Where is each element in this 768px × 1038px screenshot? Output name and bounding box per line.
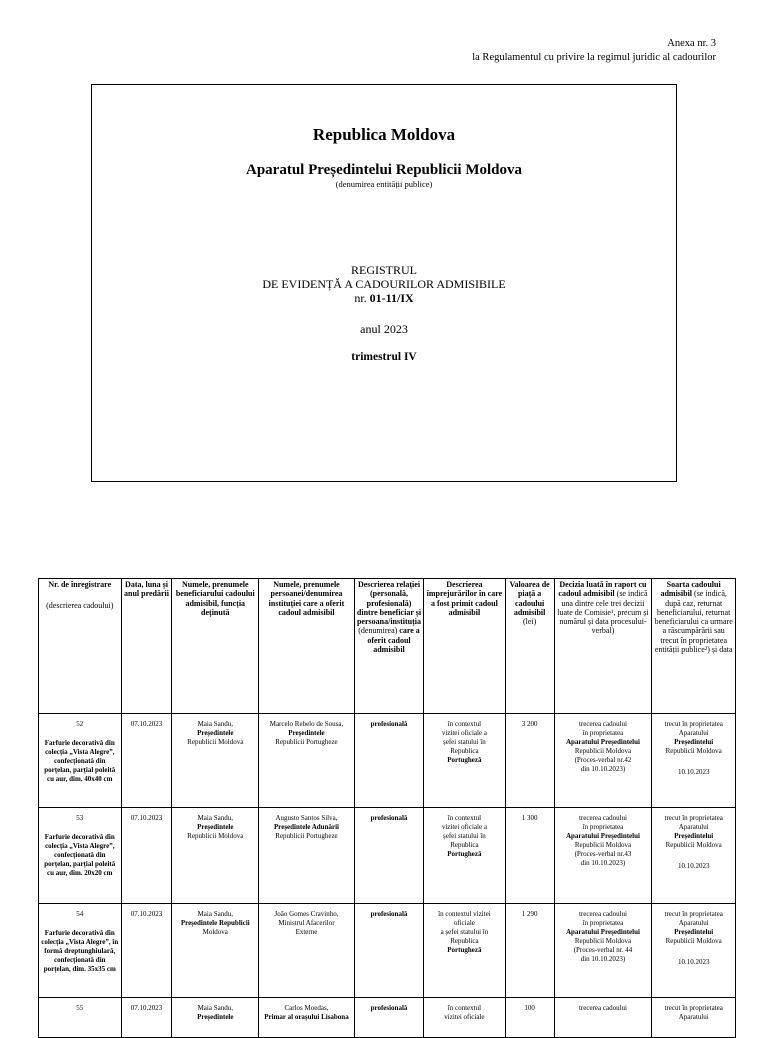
cell-beneficiary: Maia Sandu, Președintele Republicii Moldova [172,904,259,998]
cell-date: 07.10.2023 [121,904,172,998]
cell-relation: profesională [354,808,423,904]
cell-fate: trecut în proprietatea Aparatului Președintelui Republicii Moldova 10.10.2023 [652,904,736,998]
header-giver: Numele, prenumele persoanei/denumirea instituției care a oferit cadoul admisibil [259,579,355,714]
header-nr: Nr. de înregistrare (descrierea cadoului) [39,579,122,714]
annex-number: Anexa nr. 3 [667,38,716,49]
header-relation: Descrierea relației (personală, profesională) dintre beneficiar și persoana/instituția (denumirea) care a oferit cadoul admisibil [354,579,423,714]
gift-description: Farfurie decorativă din colecția „Vista Alegre”, în formă dreptunghiulară, confecționată din porțelan, dim. 35x35 cm [41,929,119,973]
title-box [91,84,677,482]
cell-date: 07.10.2023 [121,808,172,904]
register-line-2: DE EVIDENȚĂ A CADOURILOR ADMISIBILE [262,277,506,291]
cell-circumstances: în contextul vizitei oficiale a șefei statului în Republica Portugheză [424,714,506,808]
country-title: Republica Moldova [312,125,456,144]
cell-giver: Carlos Moedas, Primar al orașului Lisabona [259,998,355,1038]
table-row [39,808,736,904]
table-row [39,714,736,808]
table-row [39,998,736,1038]
cell-circumstances: în contextul vizitei oficiale a șefei statului în Republica Portugheză [424,904,506,998]
cell-nr: 53 Farfurie decorativă din colecția „Vista Alegre”, confecționată din porțelan, parțial poleită cu aur, dim. 20x20 cm [39,808,122,904]
register-nr-prefix: nr. [354,291,370,305]
gift-description: Farfurie decorativă din colecția „Vista Alegre”, confecționată din porțelan, parțial poleită cu aur, dim. 20x20 cm [44,833,116,877]
table-row [39,904,736,998]
cell-decision: trecerea cadoului în proprietatea Aparatului Președintelui Republicii Moldova (Proces-verbal nr.43 din 10.10.2023) [554,808,652,904]
cell-fate: trecut în proprietatea Aparatului [652,998,736,1038]
cell-nr: 54 Farfurie decorativă din colecția „Vista Alegre”, în formă dreptunghiulară, confecționată din porțelan, dim. 35x35 cm [39,904,122,998]
cell-giver: Augusto Santos Silva, Președintele Adunării Republicii Portugheze [259,808,355,904]
cell-fate: trecut în proprietatea Aparatului Președintelui Republicii Moldova 10.10.2023 [652,714,736,808]
cell-value: 1 300 [505,808,554,904]
register-title [92,263,676,305]
register-nr-value: 01-11/IX [369,291,414,305]
cell-value: 1 290 [505,904,554,998]
cell-nr: 55 [39,998,122,1038]
gifts-register-table [38,578,736,1038]
cell-giver: Marcelo Rebelo de Sousa, Președintele Republicii Portugheze [259,714,355,808]
header-value: Valoarea de piață a cadoului admisibil (lei) [505,579,554,714]
header-date: Data, luna și anul predării [121,579,172,714]
annex-regulation: la Regulamentul cu privire la regimul juridic al cadourilor [472,52,716,63]
cell-relation: profesională [354,714,423,808]
cell-fate: trecut în proprietatea Aparatului Președintelui Republicii Moldova 10.10.2023 [652,808,736,904]
cell-date: 07.10.2023 [121,714,172,808]
cell-date: 07.10.2023 [121,998,172,1038]
header-decision: Decizia luată în raport cu cadoul admisibil (se indică una dintre cele trei decizii luate de Comisie¹, precum și numărul și data procesului-verbal) [554,579,652,714]
cell-decision: trecerea cadoului în proprietatea Aparatului Președintelui Republicii Moldova (Proces-verbal nr. 44 din 10.10.2023) [554,904,652,998]
cell-nr: 52 Farfurie decorativă din colecția „Vista Alegre”, confecționată din porțelan, parțial poleită cu aur, dim. 40x40 cm [39,714,122,808]
cell-decision: trecerea cadoului în proprietatea Aparatului Președintelui Republicii Moldova (Proces-verbal nr.42 din 10.10.2023) [554,714,652,808]
register-line-1: REGISTRUL [351,263,417,277]
cell-relation: profesională [354,998,423,1038]
gift-description: Farfurie decorativă din colecția „Vista Alegre”, confecționată din porțelan, parțial poleită cu aur, dim. 40x40 cm [44,739,116,783]
register-number [92,291,676,305]
header-fate: Soarta cadoului admisibil (se indică, după caz, returnat beneficiarului, returnat beneficiarului ca urmare a răscumpărării sau trecut în proprietatea entității publice²) și data [652,579,736,714]
cell-relation: profesională [354,904,423,998]
cell-circumstances: în contextul vizitei oficiale a șefei statului în Republica Portugheză [424,808,506,904]
cell-circumstances: în contextul vizitei oficiale [424,998,506,1038]
cell-value: 100 [505,998,554,1038]
register-year: anul 2023 [360,322,408,336]
cell-beneficiary: Maia Sandu, Președintele [172,998,259,1038]
cell-value: 3 200 [505,714,554,808]
institution-name: Aparatul Președintelui Republicii Moldova [246,162,522,178]
annex-reference [472,37,716,65]
cell-beneficiary: Maia Sandu, Președintele Republicii Moldova [172,714,259,808]
table-header-row [39,579,736,714]
institution-note: (denumirea entității publice) [335,179,433,189]
cell-giver: João Gomes Cravinho, Ministrul Afacerilor Externe [259,904,355,998]
header-beneficiary: Numele, prenumele beneficiarului cadoului admisibil, funcția deținută [172,579,259,714]
register-quarter: trimestrul IV [351,351,417,363]
cell-decision: trecerea cadoului [554,998,652,1038]
header-circumstances: Descrierea împrejurărilor în care a fost primit cadoul admisibil [424,579,506,714]
cell-beneficiary: Maia Sandu, Președintele Republicii Moldova [172,808,259,904]
